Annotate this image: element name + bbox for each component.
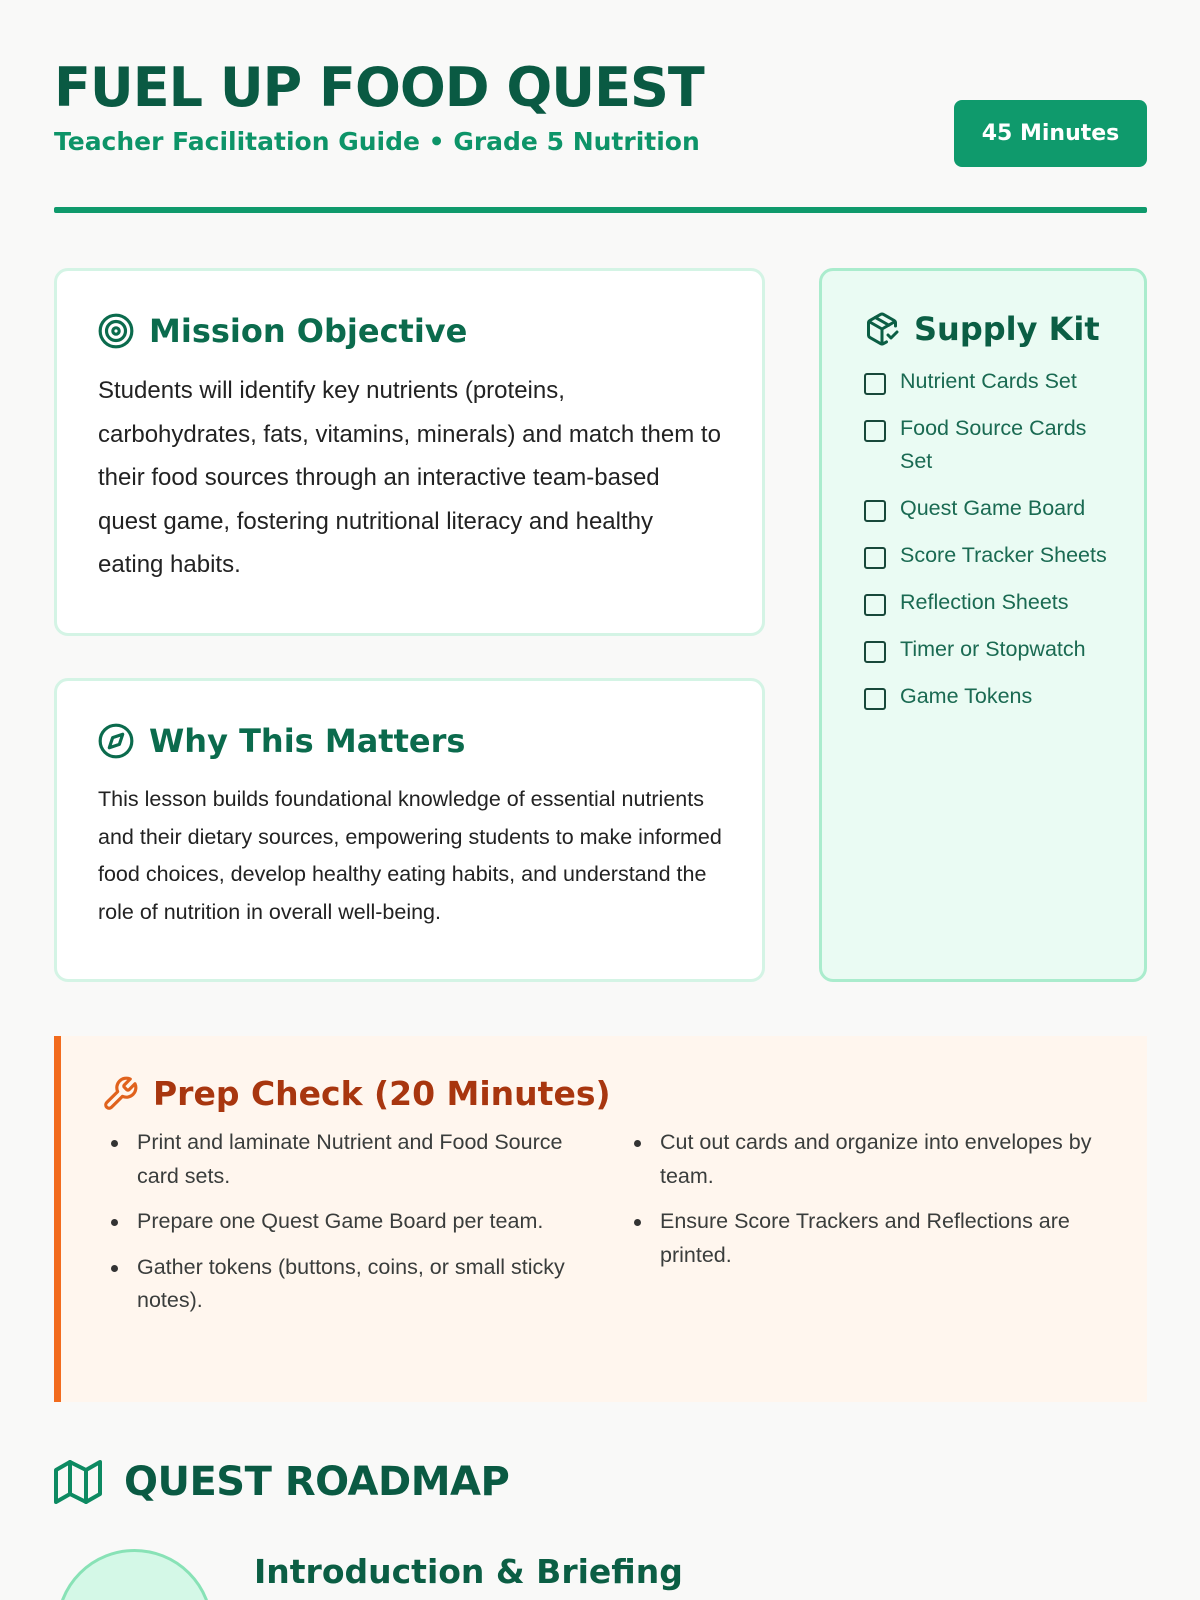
supply-item-label: Quest Game Board (900, 496, 1086, 520)
supply-item-label: Score Tracker Sheets (900, 543, 1107, 567)
supply-kit-heading (864, 309, 1124, 349)
supply-item[interactable] (864, 586, 1124, 619)
roadmap-step-title: Introduction & Briefing (254, 1552, 683, 1591)
prep-list-right (624, 1126, 1107, 1330)
header-divider (54, 207, 1147, 213)
prep-item: Prepare one Quest Game Board per team. (101, 1205, 584, 1239)
supply-item[interactable] (864, 412, 1124, 478)
package-check-icon (864, 311, 900, 347)
map-icon (54, 1458, 102, 1506)
page-title: FUEL UP FOOD QUEST (54, 56, 704, 119)
supply-item[interactable] (864, 539, 1124, 572)
supply-item-label: Food Source Cards Set (900, 416, 1087, 473)
wrench-icon (101, 1075, 139, 1113)
prep-item: Gather tokens (buttons, coins, or small sticky notes). (101, 1251, 584, 1318)
supply-checkbox[interactable] (864, 373, 886, 395)
mission-objective-title: Mission Objective (149, 312, 468, 350)
supply-kit-card (819, 268, 1147, 982)
roadmap-step-marker (56, 1549, 213, 1600)
mission-objective-heading (97, 311, 722, 351)
mission-objective-text: Students will identify key nutrients (proteins, carbohydrates, fats, vitamins, minerals) and match them to their food sources through an interactive team-based quest game, fostering nutritional literacy and healthy eating habits. (98, 377, 721, 578)
supply-item[interactable] (864, 365, 1124, 398)
duration-badge: 45 Minutes (954, 100, 1147, 167)
supply-item-label: Reflection Sheets (900, 590, 1069, 614)
prep-list-left (101, 1126, 584, 1330)
prep-item: Ensure Score Trackers and Reflections are printed. (624, 1205, 1107, 1272)
prep-check-panel (54, 1036, 1147, 1402)
page-subtitle: Teacher Facilitation Guide • Grade 5 Nutrition (54, 127, 700, 156)
target-icon (97, 312, 135, 350)
prep-check-heading (101, 1074, 1107, 1114)
why-this-matters-text: This lesson builds foundational knowledge of essential nutrients and their dietary sources, empowering students to make informed food choices, develop healthy eating habits, and understand the role of nutrition in overall well-being. (98, 787, 722, 924)
why-this-matters-heading (97, 721, 722, 761)
supply-checkbox[interactable] (864, 594, 886, 616)
why-this-matters-title: Why This Matters (149, 722, 466, 760)
compass-icon (97, 722, 135, 760)
prep-check-title: Prep Check (20 Minutes) (153, 1074, 611, 1113)
quest-roadmap-title: QUEST ROADMAP (124, 1459, 510, 1505)
supply-checkbox[interactable] (864, 500, 886, 522)
supply-item[interactable] (864, 633, 1124, 666)
supply-list (864, 365, 1124, 713)
page-header (54, 52, 1147, 212)
supply-kit-title: Supply Kit (914, 310, 1100, 348)
prep-check-grid (101, 1126, 1107, 1330)
supply-item[interactable] (864, 680, 1124, 713)
supply-item-label: Nutrient Cards Set (900, 369, 1077, 393)
supply-item-label: Timer or Stopwatch (900, 637, 1086, 661)
prep-item: Cut out cards and organize into envelopes by team. (624, 1126, 1107, 1193)
supply-item[interactable] (864, 492, 1124, 525)
supply-checkbox[interactable] (864, 547, 886, 569)
quest-roadmap-heading (54, 1452, 509, 1512)
supply-item-label: Game Tokens (900, 684, 1033, 708)
supply-checkbox[interactable] (864, 420, 886, 442)
supply-checkbox[interactable] (864, 641, 886, 663)
mission-objective-card (54, 268, 765, 636)
supply-checkbox[interactable] (864, 688, 886, 710)
why-this-matters-card (54, 678, 765, 982)
prep-item: Print and laminate Nutrient and Food Source card sets. (101, 1126, 584, 1193)
